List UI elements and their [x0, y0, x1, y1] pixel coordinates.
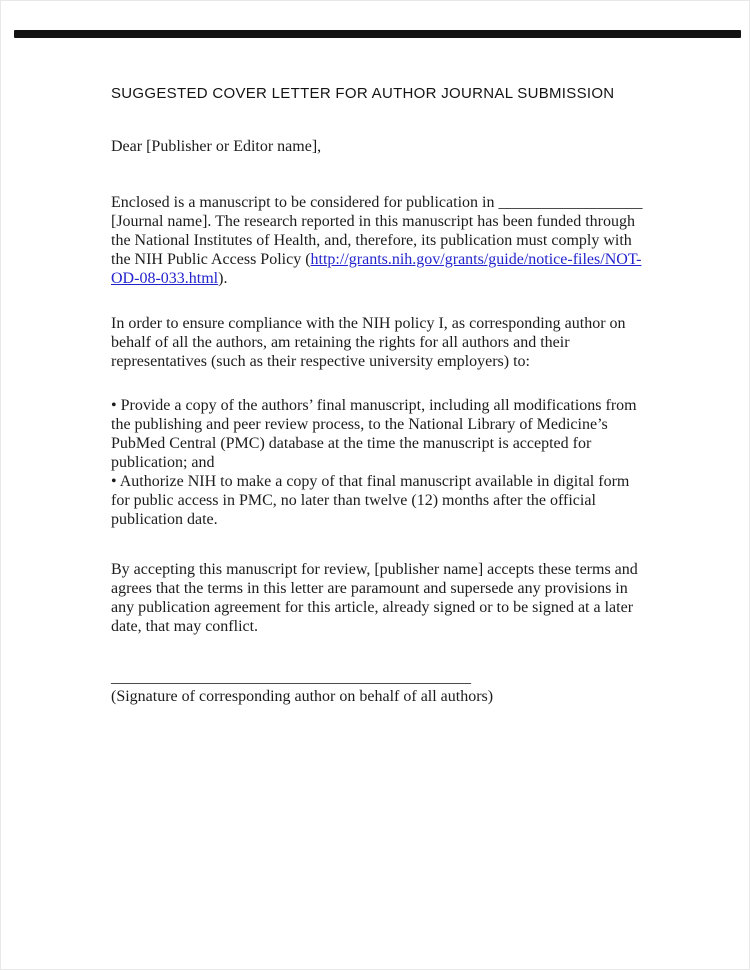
paragraph-acceptance: By accepting this manuscript for review, [publisher name] accepts these terms and agrees that the terms in this letter are paramount and supersede any provisions in any publication agreement for this article, already signed or to be signed at a later date, that may conflict.	[111, 561, 638, 635]
paragraph-enclosed-text-before: Enclosed is a manuscript to be considered for publication in __________________ [Journal name]. The research reported in this manuscript has been funded through the National Institutes of Health, and, therefore, its publication must comply with the NIH Public Access Policy (	[111, 194, 643, 268]
signature-line: _____________________________________________	[111, 669, 471, 686]
paragraph-compliance: In order to ensure compliance with the NIH policy I, as corresponding author on behalf of all the authors, am retaining the rights for all authors and their representatives (such as their respective university employers) to:	[111, 315, 626, 370]
nih-policy-link[interactable]: http://grants.nih.gov/grants/guide/notice-files/NOT-OD-08-033.html	[111, 251, 642, 287]
document-page	[111, 85, 647, 706]
bullet-item-provide-copy: • Provide a copy of the authors’ final manuscript, including all modifications from the publishing and peer review process, to the National Library of Medicine’s PubMed Central (PMC) database at the time the manuscript is accepted for publication; and	[111, 397, 637, 471]
salutation: Dear [Publisher or Editor name],	[111, 138, 322, 155]
paragraph-enclosed-text-after: ).	[218, 270, 228, 287]
bullet-item-authorize-nih: • Authorize NIH to make a copy of that final manuscript available in digital form for public access in PMC, no later than twelve (12) months after the official publication date.	[111, 473, 630, 528]
signature-caption: (Signature of corresponding author on behalf of all authors)	[111, 688, 494, 705]
document-title: SUGGESTED COVER LETTER FOR AUTHOR JOURNAL SUBMISSION	[111, 85, 615, 102]
scan-artifact-bar	[14, 30, 741, 38]
paragraph-enclosed	[111, 193, 647, 288]
bullet-list	[111, 396, 647, 529]
